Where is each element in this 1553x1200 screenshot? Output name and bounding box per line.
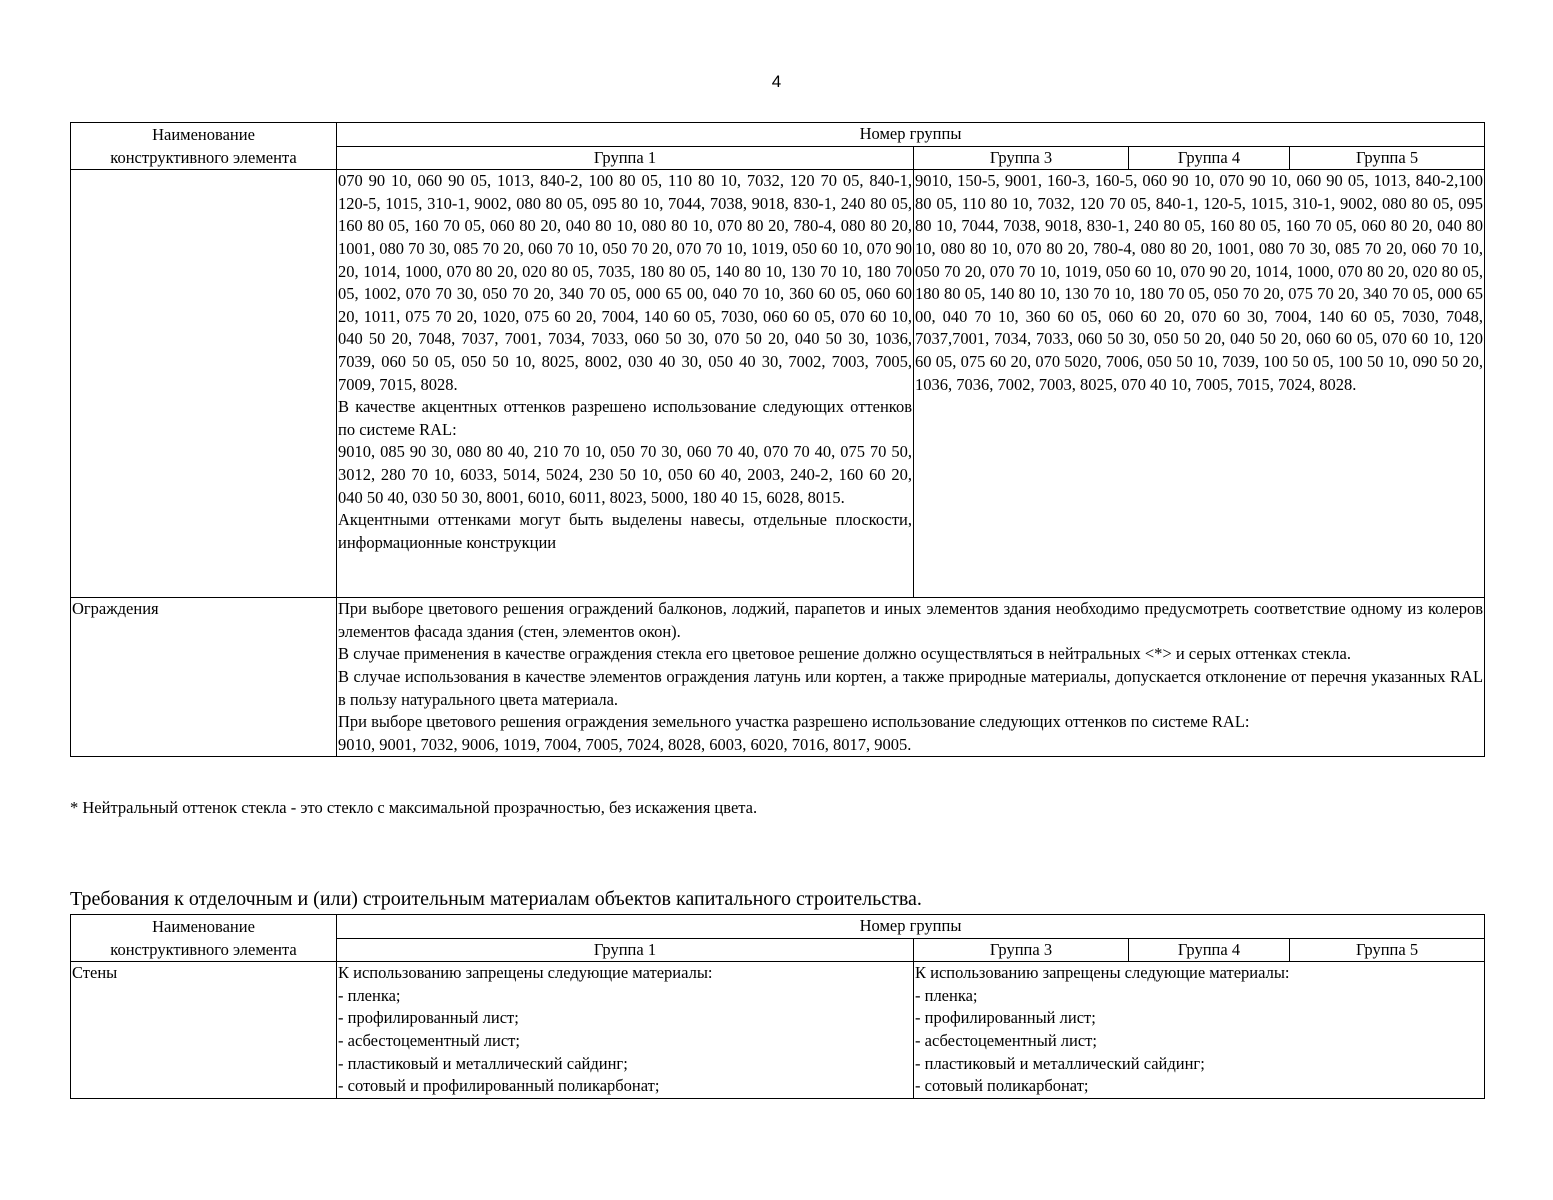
list-item: - пластиковый и металлический сайдинг; — [338, 1053, 628, 1073]
list-item: К использованию запрещены следующие материалы: — [338, 963, 713, 983]
list-item: - сотовый и профилированный поликарбонат; — [338, 1076, 660, 1096]
page-number: 4 — [771, 72, 782, 91]
group-5-header: Группа 5 — [1290, 938, 1485, 962]
table-row — [71, 170, 1485, 598]
accent-usage-note: Акцентными оттенками могут быть выделены навесы, отдельные плоскости, информационные конструкции — [338, 510, 912, 552]
list-item: - сотовый поликарбонат; — [915, 1076, 1089, 1096]
list-item: К использованию запрещены следующие материалы: — [915, 963, 1290, 983]
list-item: - профилированный лист; — [338, 1008, 519, 1028]
group-1-colors-cell — [337, 170, 914, 598]
group-1-materials-cell — [337, 962, 914, 1099]
header-row — [71, 123, 1485, 147]
group-number-header: Номер группы — [337, 123, 1485, 147]
group-3-5-materials-cell — [914, 962, 1485, 1099]
group-1-header: Группа 1 — [337, 146, 914, 170]
group-3-5-colors-cell — [914, 170, 1485, 598]
row-label: Ограждения — [71, 598, 337, 757]
row-label: Стены — [71, 962, 337, 1099]
list-item: - пластиковый и металлический сайдинг; — [915, 1053, 1205, 1073]
ral-base-colors: 070 90 10, 060 90 05, 1013, 840-2, 100 80 05, 110 80 10, 7032, 120 70 05, 840-1, 120-5, 1015, 310-1, 9002, 080 80 05, 095 80 10, 7044, 7038, 9018, 830-1, 240 80 05, 160 80 05, 160 70 05, 060 80 20, 040 80 10, 080 80 10, 070 80 20, 780-4, 080 80 20, 1001, 080 70 30, 085 70 20, 060 70 10, 050 70 20, 070 70 10, 1019, 050 60 10, 070 90 20, 1014, 1000, 070 80 20, 020 80 05, 7035, 180 80 05, 140 80 10, 130 70 10, 180 70 05, 1002, 070 70 30, 050 70 20, 340 70 05, 000 65 00, 040 70 10, 360 60 05, 060 60 20, 1011, 075 70 20, 1020, 075 60 20, 7004, 140 60 05, 7030, 060 60 05, 070 60 10, 040 50 20, 7048, 7037, 7001, 7034, 7033, 060 50 30, 070 50 20, 040 50 30, 1036, 7039, 060 50 05, 050 50 10, 8025, 8002, 030 40 30, 050 40 30, 7002, 7003, 7005, 7009, 7015, 8028. — [338, 171, 912, 394]
color-requirements-table — [70, 122, 1485, 757]
group-4-header: Группа 4 — [1129, 938, 1290, 962]
group-5-header: Группа 5 — [1290, 146, 1485, 170]
section-title: Требования к отделочным и (или) строительным материалам объектов капитального строительства. — [70, 888, 922, 910]
element-name-header: Наименование конструктивного элемента — [71, 123, 337, 170]
list-item: - асбестоцементный лист; — [915, 1030, 1097, 1050]
group-4-header: Группа 4 — [1129, 146, 1290, 170]
list-item: - профилированный лист; — [915, 1008, 1096, 1028]
group-3-header: Группа 3 — [914, 938, 1129, 962]
fences-requirements-cell: При выборе цветового решения ограждений балконов, лоджий, парапетов и иных элементов здания необходимо предусмотреть соответствие одному из колеров элементов фасада здания (стен, элементов окон). В случае применения в качестве ограждения стекла его цветовое решение должно осуществляться в нейтральных <*> и серых оттенках стекла. В случае использования в качестве элементов ограждения латунь или кортен, а также природные материалы, допускается отклонение от перечня указанных RAL в пользу натурального цвета материала. При выборе цветового решения ограждения земельного участка разрешено использование следующих оттенков по системе RAL: 9010, 9001, 7032, 9006, 1019, 7004, 7005, 7024, 8028, 6003, 6020, 7016, 8017, 9005. — [337, 598, 1485, 757]
group-3-header: Группа 3 — [914, 146, 1129, 170]
table-row — [71, 598, 1485, 757]
ral-base-colors: 9010, 150-5, 9001, 160-3, 160-5, 060 90 10, 070 90 10, 060 90 05, 1013, 840-2,100 80 05, 110 80 10, 7032, 120 70 05, 840-1, 120-5, 1015, 310-1, 9002, 080 80 05, 095 80 10, 7044, 7038, 9018, 830-1, 240 80 05, 160 80 05, 160 70 05, 060 80 20, 040 80 10, 080 80 10, 070 80 20, 780-4, 080 80 20, 1001, 080 70 30, 085 70 20, 060 70 10, 050 70 20, 070 70 10, 1019, 050 60 10, 070 90 20, 1014, 1000, 070 80 20, 020 80 05, 180 80 05, 140 80 10, 130 70 10, 180 70 05, 050 70 20, 075 70 20, 340 70 05, 000 65 00, 040 70 10, 360 60 05, 060 60 20, 070 60 30, 7004, 140 60 05, 7030, 7048, 7037,7001, 7034, 7033, 060 50 30, 050 50 20, 040 50 20, 060 60 05, 070 60 10, 120 60 05, 075 60 20, 070 5020, 7006, 050 50 10, 7039, 100 50 05, 100 50 10, 090 50 20, 1036, 7036, 7002, 7003, 8025, 070 40 10, 7005, 7015, 7024, 8028. — [915, 171, 1484, 394]
row-label — [71, 170, 337, 598]
element-name-header: Наименование конструктивного элемента — [71, 915, 337, 962]
list-item: - пленка; — [915, 985, 978, 1005]
list-item: - асбестоцементный лист; — [338, 1030, 520, 1050]
ral-accent-colors: 9010, 085 90 30, 080 80 40, 210 70 10, 050 70 30, 060 70 40, 070 70 40, 075 70 50, 3012, 280 70 10, 6033, 5014, 5024, 230 50 10, 050 60 40, 2003, 240-2, 160 60 20, 040 50 40, 030 50 30, 8001, 6010, 6011, 8023, 5000, 180 40 15, 6028, 8015. — [338, 442, 912, 507]
footnote: * Нейтральный оттенок стекла - это стекло с максимальной прозрачностью, без искажения цвета. — [70, 798, 758, 817]
accent-intro: В качестве акцентных оттенков разрешено использование следующих оттенков по системе RAL: — [338, 397, 912, 439]
table-row — [71, 962, 1485, 1099]
group-number-header: Номер группы — [337, 915, 1485, 939]
fence-ral-colors: 9010, 9001, 7032, 9006, 1019, 7004, 7005, 7024, 8028, 6003, 6020, 7016, 8017, 9005. — [338, 734, 912, 754]
group-1-header: Группа 1 — [337, 938, 914, 962]
materials-requirements-table — [70, 914, 1485, 1099]
header-row — [71, 915, 1485, 939]
list-item: - пленка; — [338, 985, 401, 1005]
